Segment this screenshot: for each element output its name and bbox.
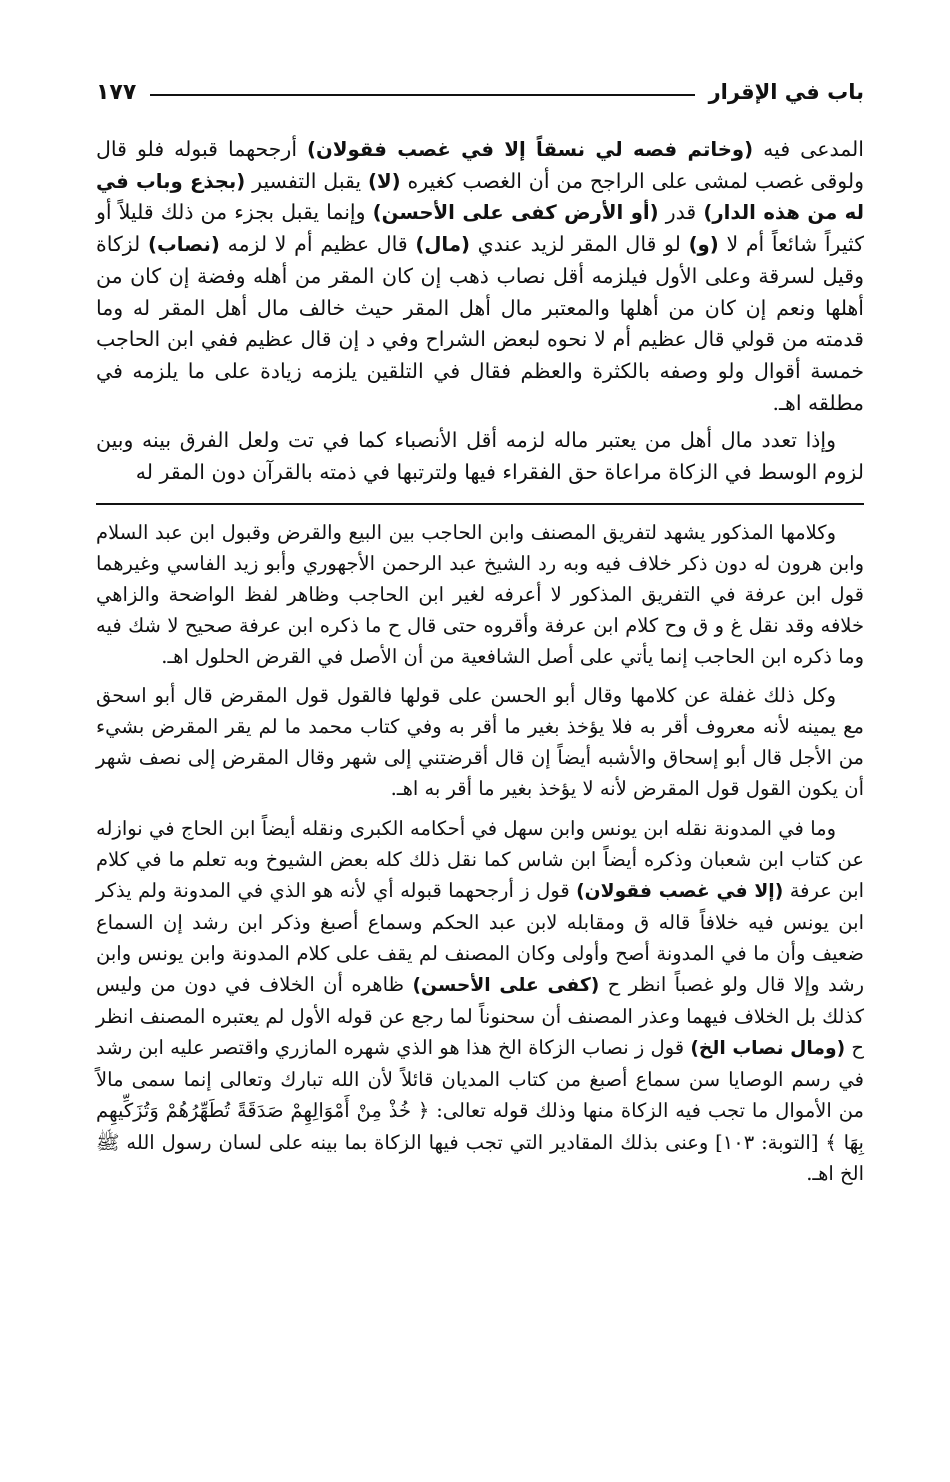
- matn-quote: (أو الأرض كفى على الأحسن): [372, 201, 659, 225]
- note-paragraph-2: وكل ذلك غفلة عن كلامها وقال أبو الحسن على قولها فالقول قول المقرض قال أبو اسحق مع يمينه لأنه معروف أقر به فلا يؤخذ بغير ما أقر به وفي كتاب محمد ما لم يقر المقرض بشيء من الأجل قال أبو إسحاق والأشبه أيضاً إن قال أقرضتني إلى شهر وقال المقرض إلى نصف شهر أن يكون القول قول المقرض لأنه لا يؤخذ بغير ما أقر به اهـ.: [96, 684, 864, 801]
- matn-quote: (ومال نصاب الخ): [690, 1038, 846, 1060]
- note-paragraph-1: وكلامها المذكور يشهد لتفريق المصنف وابن الحاجب بين البيع والقرض وقبول ابن عبد السلام وابن هرون له دون ذكر خلاف فيه وبه رد الشيخ عبد الرحمن الأجهوري وأبو زيد الفاسي وغيرهما قول ابن عرفة في التفريق المذكور لا أعرفه لغير ابن الحاجب وظاهر لفظ الواضحة والزاهي خلافه وقد نقل غ و ق وح كلام ابن عرفة وأقروه حتى قال ح ما ذكره ابن عرفة صحيح لا شك فيه وما ذكره ابن الحاجب إنما يأتي على أصل الشافعية من أن الأصل في القرض الحلول اهـ.: [96, 520, 864, 669]
- main-paragraph-2: وإذا تعدد مال أهل من يعتبر ماله لزمه أقل الأنصباء كما في تت ولعل الفرق بينه وبين لزوم الوسط في الزكاة مراعاة حق الفقراء فيها ولترتبها في ذمته بالقرآن دون المقر له: [96, 428, 864, 485]
- matn-quote: (لا): [367, 169, 401, 193]
- text-run: قول ز أرجحهما قبوله أي لأنه هو الذي في المدونة ولم يذكر ابن يونس فيه خلافاً قاله ق ومقابله لابن عبد الحكم وسماع أصبغ وذكر ابن رشد إن السماع ضعيف وأن ما في المدونة أصح وأولى وكان المصنف لم يقف على كلام المدونة وابن يونس وابن رشد وإلا قال ولو غصباً انظر ح: [96, 878, 864, 997]
- text-run: وإنما يقبل بجزء من ذلك قليلاً أو كثيراً شائعاً أم لا: [96, 200, 864, 257]
- note-paragraph-3: [96, 813, 864, 1189]
- text-run: لو قال المقر لزيد عندي: [470, 232, 689, 257]
- text-run: أرجحهما قبوله فلو قال ولوقى غصب لمشى على الراجح من أن الغصب كغيره: [96, 137, 864, 193]
- text-run: لزكاة وقيل لسرقة وعلى الأول فيلزمه أقل نصاب ذهب إن كان المقر من أهله وفضة إن كان من أهلها ونعم إن كان من أهلها والمعتبر مال أهل المقر حيث خالف مال أهل المقر له وما قدمته من قولي قال عظيم أم لا نحوه لبعض الشراح وفي د إن قال عظيم ففي ابن الحاجب خمسة أقوال ولو وصفه بالكثرة والعظم فقال في التلقين يلزمه زيادة على ما يلزمه في مطلقه اهـ.: [96, 232, 864, 415]
- text-run: قدر: [658, 200, 704, 225]
- main-paragraph-1: [96, 134, 864, 419]
- matn-quote: (مال): [415, 233, 470, 257]
- matn-quote: (وخاتم فصه لي نسقاً إلا في غصب فقولان): [307, 138, 754, 161]
- matn-quote: (كفى على الأحسن): [412, 975, 600, 997]
- text-run: يقبل التفسير: [245, 168, 368, 193]
- text-run: المدعى فيه: [753, 137, 865, 161]
- header-rule: [150, 94, 694, 96]
- commentary-notes: [96, 517, 864, 1189]
- text-run: ظاهره أن الخلاف في دون من وليس كذلك بل الخلاف فيهما وعذر المصنف أن سحنوناً لما رجع عن قوله الأول لم يعتبره المصنف انظر ح: [96, 973, 864, 1060]
- matn-quote: (إلا في غصب فقولان): [576, 880, 784, 902]
- matn-quote: (نصاب): [147, 233, 220, 257]
- running-header: [96, 72, 864, 112]
- chapter-title: باب في الإقرار: [708, 80, 864, 104]
- text-run: قول ز نصاب الزكاة الخ هذا هو الذي شهره المازري واقتصر عليه ابن رشد في رسم الوصايا سن سماع أصبغ من كتاب المديان قائلاً لأن الله تبارك وتعالى إنما سمى مالاً من الأموال ما تجب فيه الزكاة منها وذلك قوله تعالى: ﴿ خُذْ مِنْ أَمْوَالِهِمْ صَدَقَةً تُطَهِّرُهُمْ وَتُزَكِّيهِم بِهَا ﴾ [التوبة: ١٠٣] وعنى بذلك المقادير التي تجب فيها الزكاة بما بينه على لسان رسول الله ﷺ الخ اهـ.: [96, 1036, 864, 1185]
- text-run: قال عظيم أم لا لزمه: [219, 232, 416, 257]
- footnote-divider: [96, 503, 864, 505]
- main-text: [96, 134, 864, 489]
- matn-quote: (و): [688, 233, 719, 257]
- matn-quote: (بجذع وباب في له من هذه الدار): [96, 169, 864, 225]
- text-run: وما في المدونة نقله ابن يونس وابن سهل في أحكامه الكبرى ونقله أيضاً ابن الحاج في نوازله عن كتاب ابن شعبان وذكره أيضاً ابن شاس كما نقل ذلك كله بعض الشيوخ وبه تعلم ما في كلام ابن عرفة: [96, 816, 864, 902]
- page-number: ١٧٧: [96, 79, 137, 105]
- book-page: [96, 72, 864, 1452]
